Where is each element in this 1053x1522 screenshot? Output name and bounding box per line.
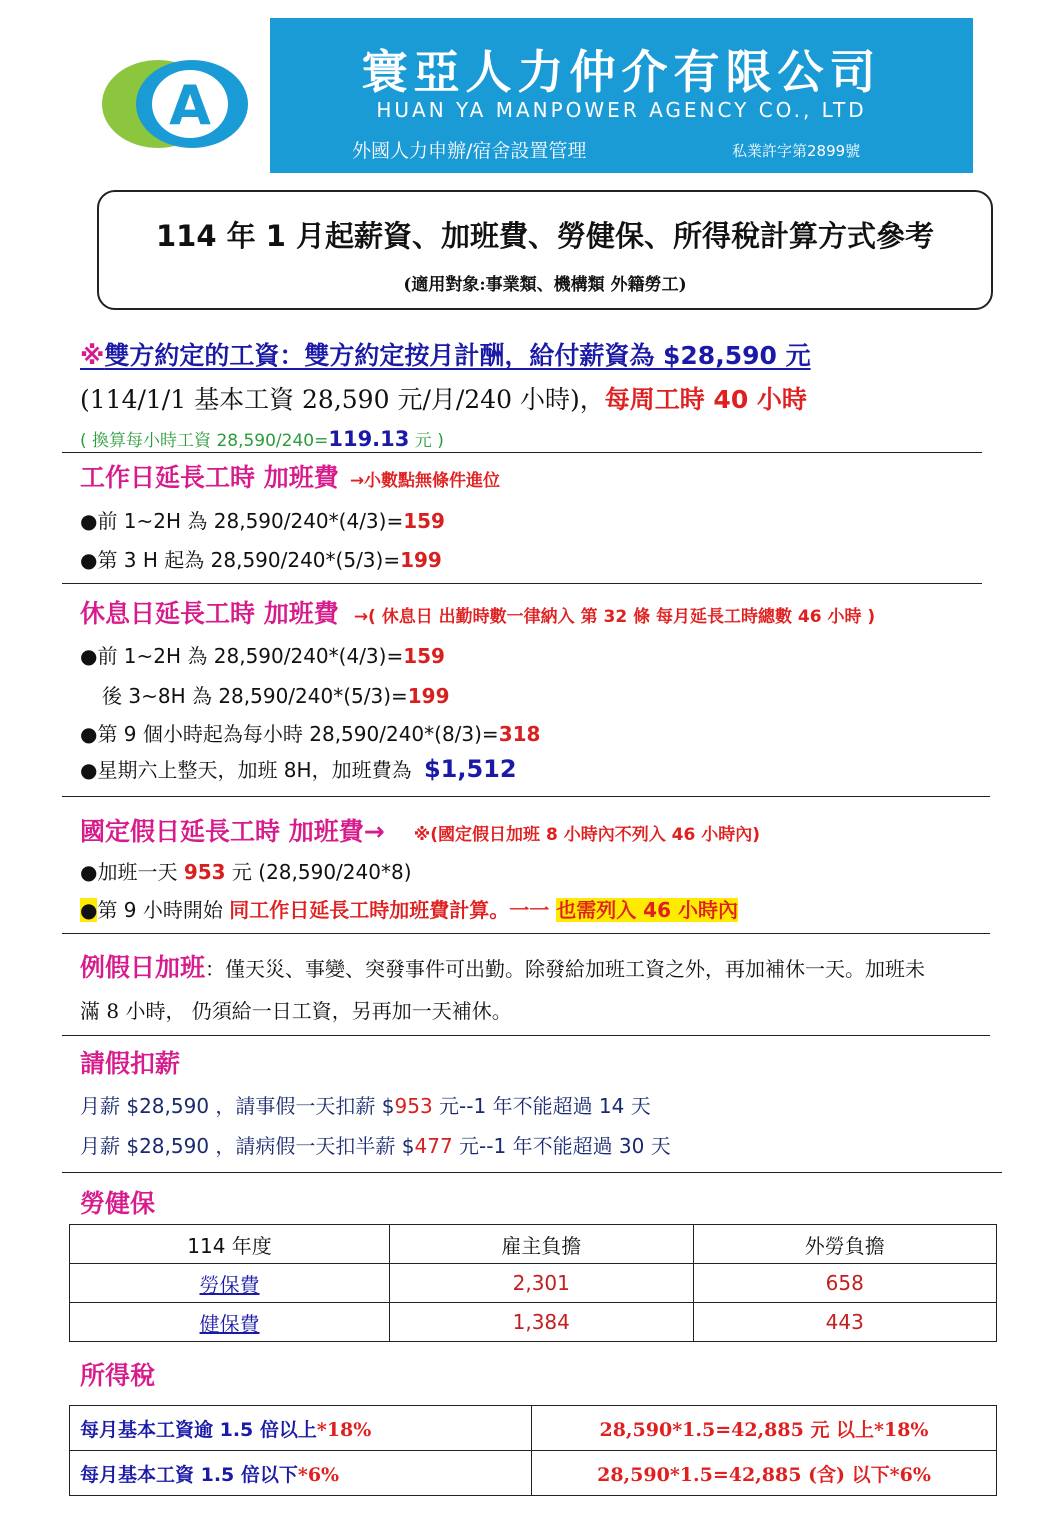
divider bbox=[62, 452, 982, 453]
regular-holiday-title: 例假日加班 bbox=[80, 953, 206, 982]
income-tax-title: 所得稅 bbox=[80, 1361, 156, 1390]
restday-line-4-text: ●星期六上整天，加班 8H，加班費為 bbox=[80, 758, 412, 782]
table-row bbox=[70, 1264, 997, 1303]
table-header-row bbox=[70, 1225, 997, 1264]
workday-line-2 bbox=[80, 544, 442, 573]
workday-overtime-title: 工作日延長工時 加班費 bbox=[80, 463, 339, 492]
worker-cost: 658 bbox=[693, 1264, 997, 1303]
restday-line-2 bbox=[102, 680, 450, 709]
restday-line-1-value: 159 bbox=[403, 644, 445, 668]
company-banner bbox=[270, 18, 973, 173]
divider bbox=[62, 583, 982, 584]
workday-line-1 bbox=[80, 505, 445, 534]
logo-letter: A bbox=[169, 74, 211, 137]
table-header: 外勞負擔 bbox=[693, 1225, 997, 1264]
holiday-overtime-heading bbox=[80, 812, 760, 848]
reference-mark: ※ bbox=[80, 341, 105, 370]
table-row bbox=[70, 1451, 997, 1496]
workday-line-2-value: 199 bbox=[400, 548, 442, 572]
license-number: 私業許字第2899號 bbox=[732, 142, 861, 160]
personal-leave-text: 月薪 $28,590 ，請事假一天扣薪 $ bbox=[80, 1094, 395, 1118]
restday-line-4 bbox=[80, 754, 517, 783]
company-logo bbox=[100, 58, 250, 150]
insurance-title: 勞健保 bbox=[80, 1189, 156, 1218]
leave-deduction-title: 請假扣薪 bbox=[80, 1049, 181, 1078]
personal-leave-line bbox=[80, 1090, 651, 1119]
holiday-line-1-text: ●加班一天 bbox=[80, 860, 184, 884]
wage-agreement bbox=[80, 336, 811, 372]
employer-cost: 2,301 bbox=[390, 1264, 693, 1303]
table-row bbox=[70, 1406, 997, 1451]
company-name-cn: 寰亞人力仲介有限公司 bbox=[361, 45, 882, 99]
company-name-en: HUAN YA MANPOWER AGENCY CO., LTD bbox=[376, 98, 867, 122]
tax-rate: *18% bbox=[316, 1418, 372, 1441]
workday-overtime-note: →小數點無條件進位 bbox=[349, 471, 501, 491]
tax-rate: *6% bbox=[297, 1463, 340, 1486]
restday-line-3 bbox=[80, 718, 540, 747]
tax-condition bbox=[70, 1406, 532, 1451]
workday-overtime-heading bbox=[80, 458, 500, 494]
restday-line-1-text: ●前 1~2H 為 28,590/240*(4/3)= bbox=[80, 644, 404, 668]
employer-cost: 1,384 bbox=[390, 1303, 693, 1342]
restday-line-3-text: ●第 9 個小時起為每小時 28,590/240*(8/3)= bbox=[80, 722, 499, 746]
title-box bbox=[97, 190, 993, 310]
wage-agreement-text: 雙方約定的工資：雙方約定按月計酬，給付薪資為 $28,590 元 bbox=[104, 341, 811, 370]
sick-leave-text: 月薪 $28,590 ，請病假一天扣半薪 $ bbox=[80, 1134, 415, 1158]
regular-holiday-paragraph bbox=[80, 948, 1010, 1033]
company-services: 外國人力申辦/宿舍設置管理 bbox=[352, 140, 587, 162]
divider bbox=[62, 796, 990, 797]
tax-threshold: 28,590*1.5=42,885 (含) 以下*6% bbox=[532, 1451, 997, 1496]
divider bbox=[62, 1035, 990, 1036]
restday-overtime-note: →( 休息日 出勤時數一律納入 第 32 條 每月延長工時總數 46 小時 ) bbox=[353, 607, 876, 627]
sick-leave-line bbox=[80, 1130, 671, 1159]
holiday-line-1-value: 953 bbox=[183, 860, 226, 884]
hourly-wage-text: ( 換算每小時工資 28,590/240= bbox=[80, 431, 329, 451]
hourly-wage-unit: 元 ) bbox=[409, 431, 444, 451]
table-header: 114 年度 bbox=[70, 1225, 390, 1264]
holiday-line-2-highlight: 也需列入 46 小時內 bbox=[556, 898, 738, 922]
worker-cost: 443 bbox=[693, 1303, 997, 1342]
restday-line-4-value: $1,512 bbox=[423, 755, 517, 783]
basic-wage-text: (114/1/1 基本工資 28,590 元/月/240 小時)， bbox=[80, 385, 605, 414]
basic-wage-line bbox=[80, 380, 807, 416]
workday-line-1-text: ●前 1~2H 為 28,590/240*(4/3)= bbox=[80, 509, 404, 533]
holiday-line-2-rule: 同工作日延長工時加班費計算。一一 bbox=[229, 898, 557, 922]
restday-line-2-value: 199 bbox=[407, 684, 450, 708]
holiday-line-2 bbox=[80, 894, 738, 923]
tax-threshold: 28,590*1.5=42,885 元 以上*18% bbox=[532, 1406, 997, 1451]
restday-line-1 bbox=[80, 640, 445, 669]
restday-line-2-text: 後 3~8H 為 28,590/240*(5/3)= bbox=[102, 684, 408, 708]
holiday-line-1 bbox=[80, 856, 412, 885]
restday-line-3-value: 318 bbox=[498, 722, 541, 746]
personal-leave-limit: 元--1 年不能超過 14 天 bbox=[432, 1094, 651, 1118]
sick-leave-value: 477 bbox=[414, 1134, 453, 1158]
page-title: 114 年 1 月起薪資、加班費、勞健保、所得稅計算方式參考 bbox=[155, 219, 934, 253]
regular-holiday-text-1: ：僅天災、事變、突發事件可出勤。除發給加班工資之外，再加補休一天。加班未 bbox=[205, 957, 926, 981]
tax-condition-text: 每月基本工資 1.5 倍以下 bbox=[80, 1463, 298, 1486]
restday-overtime-heading bbox=[80, 594, 875, 630]
highlight-bullet: ● bbox=[80, 898, 98, 922]
table-header: 雇主負擔 bbox=[390, 1225, 693, 1264]
hourly-wage-value: 119.13 bbox=[328, 427, 410, 451]
page-subtitle: (適用對象:事業類、機構類 外籍勞工) bbox=[403, 275, 687, 295]
row-label-labor-insurance: 勞保費 bbox=[70, 1264, 390, 1303]
hourly-wage-line bbox=[80, 426, 444, 451]
divider bbox=[62, 1172, 1002, 1173]
insurance-table bbox=[69, 1224, 997, 1342]
workday-line-2-text: ●第 3 H 起為 28,590/240*(5/3)= bbox=[80, 548, 401, 572]
tax-condition bbox=[70, 1451, 532, 1496]
holiday-line-1-formula: 元 (28,590/240*8) bbox=[225, 860, 412, 884]
holiday-overtime-title: 國定假日延長工時 加班費→ bbox=[80, 817, 385, 846]
tax-condition-text: 每月基本工資逾 1.5 倍以上 bbox=[80, 1418, 317, 1441]
restday-overtime-title: 休息日延長工時 加班費 bbox=[80, 599, 339, 628]
workday-line-1-value: 159 bbox=[403, 509, 445, 533]
divider bbox=[62, 933, 990, 934]
regular-holiday-text-2: 滿 8 小時， 仍須給一日工資，另再加一天補休。 bbox=[80, 999, 512, 1023]
income-tax-table bbox=[69, 1405, 997, 1496]
weekly-hours: 每周工時 40 小時 bbox=[604, 385, 807, 414]
table-row bbox=[70, 1303, 997, 1342]
row-label-health-insurance: 健保費 bbox=[70, 1303, 390, 1342]
holiday-overtime-note: ※(國定假日加班 8 小時內不列入 46 小時內) bbox=[413, 825, 760, 845]
holiday-line-2-text: 第 9 小時開始 bbox=[97, 898, 230, 922]
personal-leave-value: 953 bbox=[394, 1094, 433, 1118]
sick-leave-limit: 元--1 年不能超過 30 天 bbox=[452, 1134, 671, 1158]
